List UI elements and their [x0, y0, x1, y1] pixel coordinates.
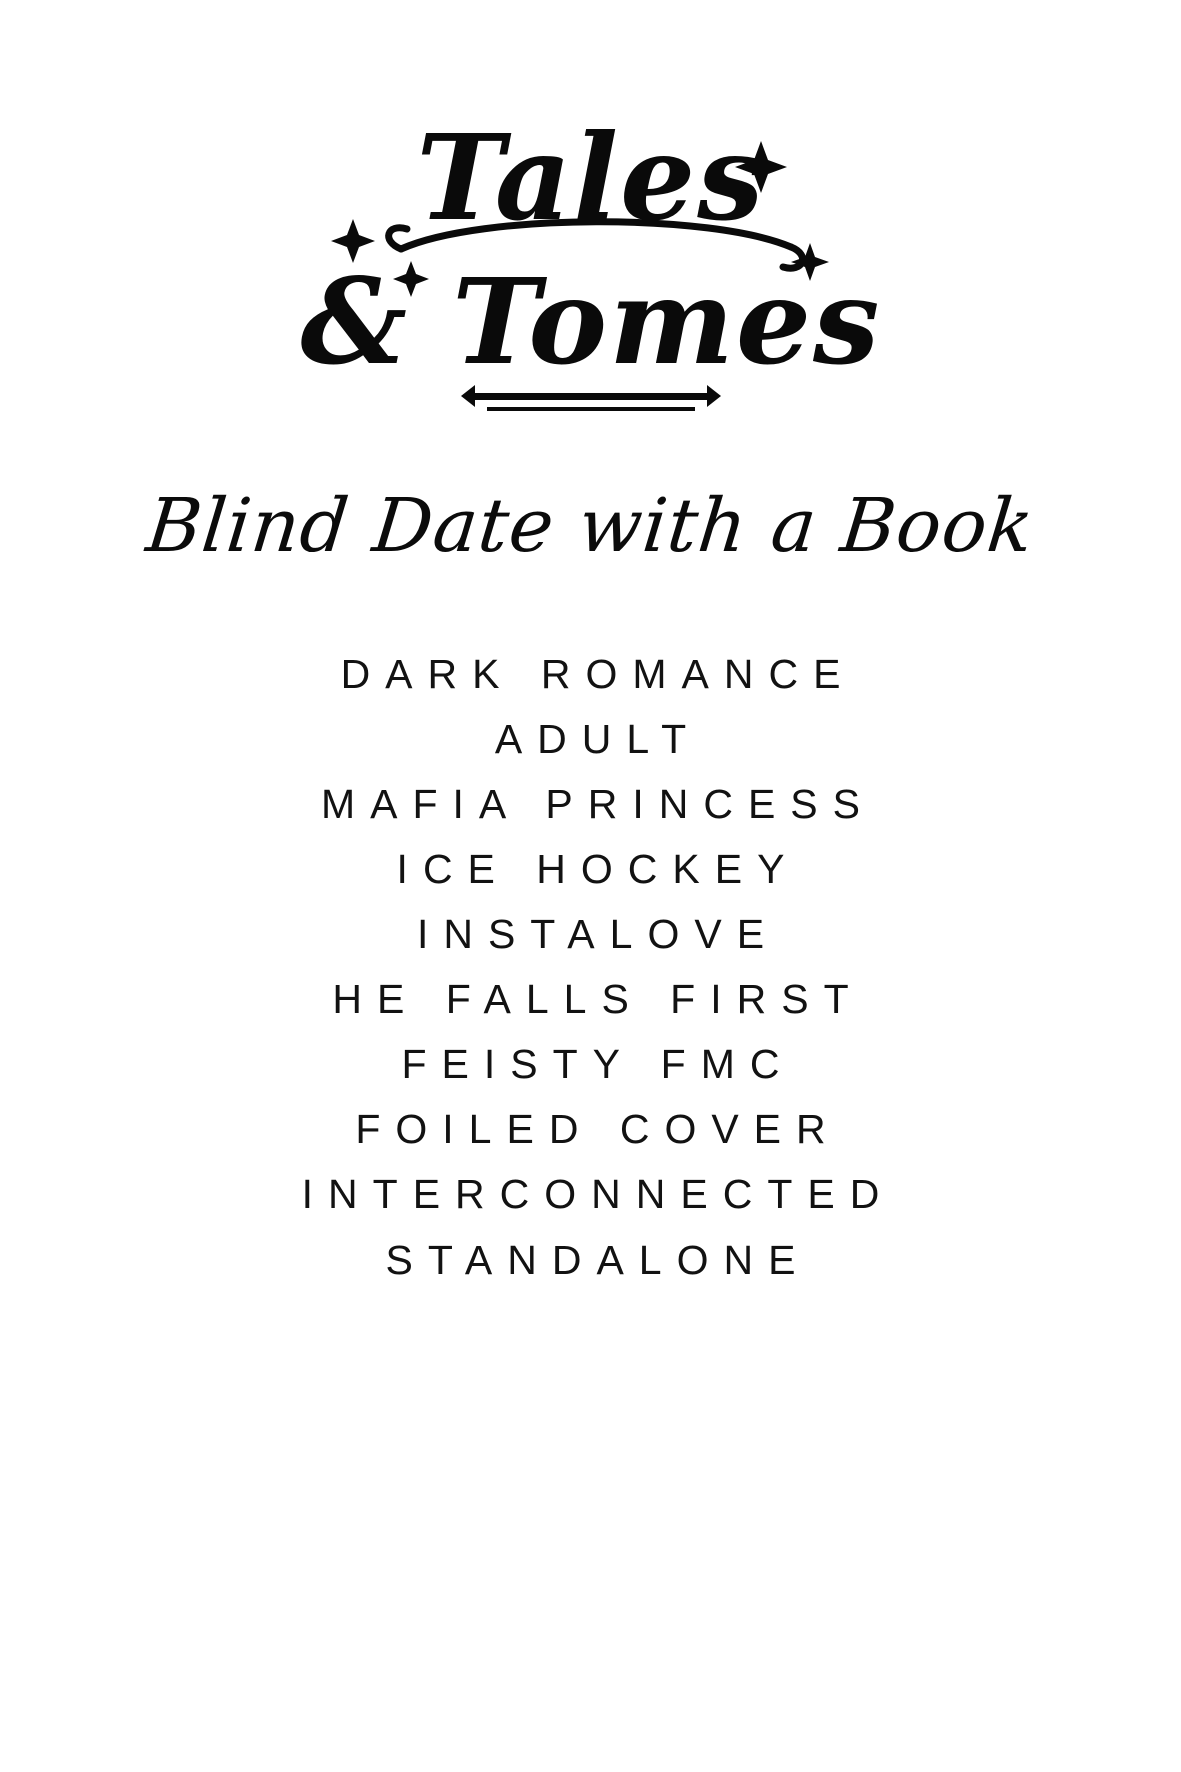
trope-item: FOILED COVER	[355, 1106, 841, 1153]
trope-item: HE FALLS FIRST	[332, 976, 864, 1023]
brand-logo	[281, 96, 901, 446]
trope-item: MAFIA PRINCESS	[320, 780, 875, 827]
trope-item: ICE HOCKEY	[396, 845, 800, 892]
page-title: Blind Date with a Book	[142, 483, 1039, 569]
svg-text:Tales: Tales	[415, 108, 766, 247]
trope-item: ADULT	[494, 715, 702, 762]
tales-and-tomes-logo-icon	[291, 101, 891, 441]
svg-text:& Tomes: & Tomes	[300, 252, 881, 391]
trope-item: INTERCONNECTED	[301, 1171, 895, 1218]
trope-list	[0, 652, 1181, 1283]
trope-item: INSTALOVE	[416, 911, 780, 958]
trope-item: DARK ROMANCE	[340, 650, 856, 697]
trope-item: FEISTY FMC	[401, 1041, 795, 1088]
trope-item: STANDALONE	[385, 1236, 811, 1283]
